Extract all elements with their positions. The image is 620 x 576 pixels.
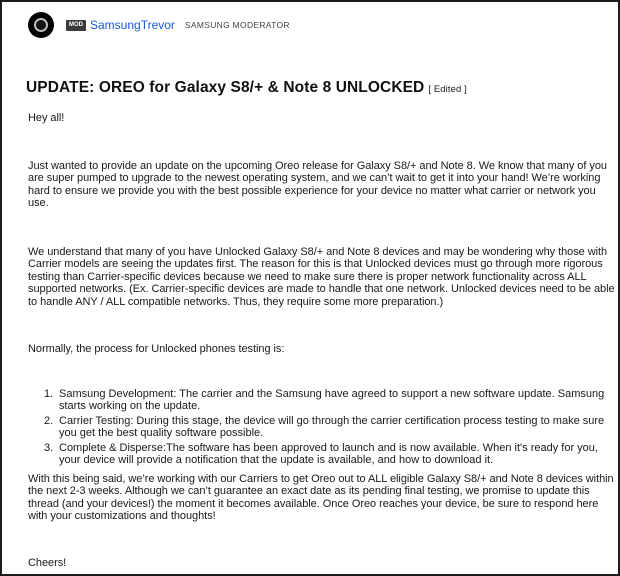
- author-role: SAMSUNG MODERATOR: [184, 20, 290, 30]
- post-greeting: Hey all!: [28, 112, 65, 124]
- post-title: [26, 79, 467, 97]
- post-paragraph-1: Just wanted to provide an update on the upcoming Oreo release for Galaxy S8/+ and Note 8. We know that many of you are super pumped to upgrade to the newest operating system, and we can’t wait to get it into your hand! We’re working hard to ensure we provide you with the best possible experience for your device no matter what carrier or network you use.: [28, 160, 607, 210]
- list-item: [28, 442, 618, 467]
- step-text: Complete & Disperse:The software has been approved to launch and is now available. When it's ready for you, your device will provide a notification that the update is available, and how to download it.: [59, 441, 598, 467]
- step-number: 3.: [44, 441, 54, 454]
- list-item: [28, 388, 618, 413]
- step-text: Samsung Development: The carrier and the Samsung have agreed to support a new software update. Samsung starts working on the update.: [59, 388, 605, 413]
- step-number: 2.: [44, 414, 54, 427]
- post-paragraph-2: We understand that many of you have Unlocked Galaxy S8/+ and Note 8 devices and may be wondering why those with Carrier models are seeing the updates first. The reason for this is that Unlocked devices must go through more rigorous testing than Carrier-specific devices because we need to make sure there is proper network functionality across ALL supported networks. (Ex. Carrier-specific devices are made to handle that one network. Unlocked devices need to be able to handle ANY / ALL compatible networks. Thus, they require some more preparation.): [28, 246, 615, 308]
- step-number: 1.: [44, 388, 54, 400]
- post-signoff: Cheers!: [28, 557, 67, 569]
- avatar-ring-icon: [34, 18, 48, 32]
- avatar[interactable]: [28, 12, 54, 38]
- process-steps-list: [28, 388, 618, 468]
- post-title-text: UPDATE: OREO for Galaxy S8/+ & Note 8 UNLOCKED: [26, 79, 425, 96]
- list-item: [28, 415, 618, 440]
- author-bar: [28, 11, 290, 39]
- edited-label[interactable]: [ Edited ]: [428, 84, 467, 95]
- step-text: Carrier Testing: During this stage, the device will go through the carrier certification process testing to make sure you get the best quality software possible.: [59, 414, 605, 440]
- post-paragraph-3: With this being said, we’re working with our Carriers to get Oreo out to ALL eligible Galaxy S8/+ and Note 8 devices within the next 2-3 weeks. Although we can’t guarantee an exact date as its pending final testing, we promise to update this thread (and your devices!) the moment it becomes available. Once Oreo reaches your device, be sure to respond here with your customizations and thoughts!: [28, 473, 614, 523]
- author-username-link[interactable]: SamsungTrevor: [90, 18, 175, 32]
- post-process-intro: Normally, the process for Unlocked phones testing is:: [28, 343, 285, 355]
- moderator-badge: MOD: [66, 20, 86, 31]
